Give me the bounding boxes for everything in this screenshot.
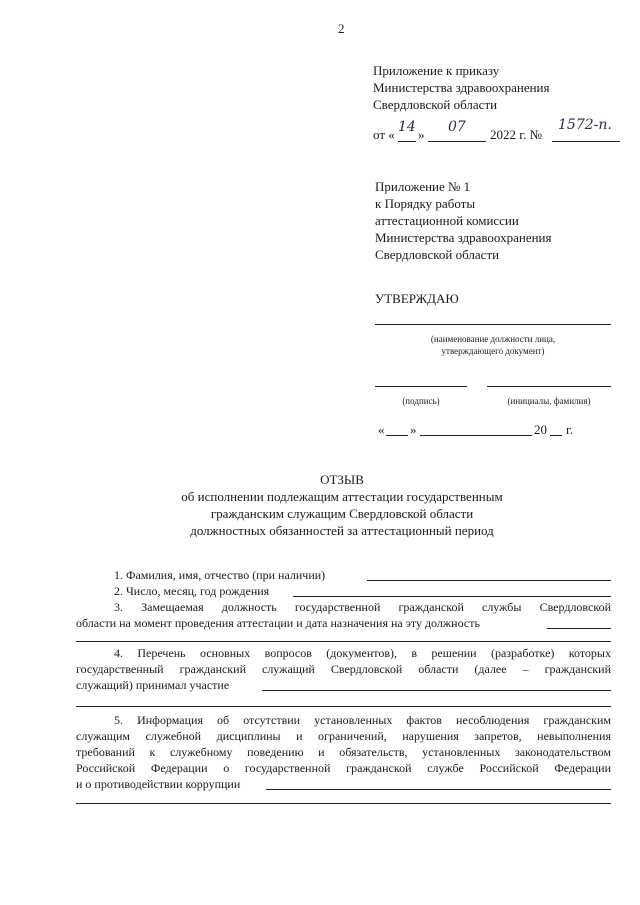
order-day-close: » <box>418 127 425 142</box>
appendix-1-line: Свердловской области <box>375 247 500 262</box>
item-4-line: государственный гражданский служащий Свердловской области (далее – гражданский <box>76 662 611 676</box>
appendix-1-line: Министерства здравоохранения <box>375 230 552 245</box>
heading-line: об исполнении подлежащим аттестации государственным <box>181 489 503 504</box>
order-year-number-label: 2022 г. № <box>490 127 543 142</box>
heading-title: ОТЗЫВ <box>320 472 364 487</box>
item-4-extra-line[interactable] <box>76 706 611 707</box>
item-4-line: 4. Перечень основных вопросов (документов), в решении (разработке) которых <box>114 646 611 660</box>
item-5-line: 5. Информация об отсутствии установленных фактов несоблюдения гражданским <box>114 713 611 727</box>
approve-date-close: » <box>410 422 417 437</box>
page-number: 2 <box>338 21 345 36</box>
appendix-1-line: к Порядку работы <box>375 196 476 211</box>
item-3-extra-line[interactable] <box>76 641 611 642</box>
item-5-extra-line[interactable] <box>76 803 611 804</box>
approve-date-suffix: г. <box>566 422 574 437</box>
name-line <box>487 386 611 387</box>
item-5-line: требований к служебному поведению и обязательств, установленных законодательством <box>76 745 611 759</box>
item-3-line: области на момент проведения аттестации и дата назначения на эту должность <box>76 616 480 630</box>
order-month-underline <box>428 141 486 142</box>
appendix-order-line: Министерства здравоохранения <box>373 80 550 95</box>
order-day-underline <box>398 141 416 142</box>
appendix-1-line: Приложение № 1 <box>375 179 471 194</box>
item-2-label: 2. Число, месяц, год рождения <box>114 584 270 598</box>
heading-line: гражданским служащим Свердловской области <box>210 506 474 521</box>
item-3-line: 3. Замещаемая должность государственной гражданской службы Свердловской <box>114 600 611 614</box>
heading-line: должностных обязанностей за аттестационный период <box>190 523 494 538</box>
signature-line <box>375 386 467 387</box>
appendix-1-line: аттестационной комиссии <box>375 213 519 228</box>
item-4-line: служащий) принимал участие <box>76 678 230 692</box>
approve-date-open: « <box>378 422 385 437</box>
appendix-order-line: Свердловской области <box>373 97 498 112</box>
appendix-order-line: Приложение к приказу <box>373 63 500 78</box>
approver-position-caption: (наименование должности лица, <box>430 334 556 344</box>
item-2-fill-line[interactable] <box>293 596 611 597</box>
approver-position-line <box>375 324 611 325</box>
order-number-handwritten: 1572-п. <box>558 117 612 133</box>
item-5-fill-line[interactable] <box>266 789 611 790</box>
item-1-fill-line[interactable] <box>367 580 611 581</box>
order-month-handwritten: 07 <box>448 119 466 135</box>
order-number-underline <box>552 141 620 142</box>
item-4-fill-line[interactable] <box>262 690 611 691</box>
item-5-line: и о противодействии коррупции <box>76 777 241 791</box>
approve-year-line <box>550 435 562 436</box>
approver-position-caption: утверждающего документ) <box>441 346 545 356</box>
item-5-line: служащим служебной дисциплины и ограничений, нарушения запретов, невыполнения <box>76 729 611 743</box>
approve-date-year: 20 <box>534 422 547 437</box>
item-5-line: Российской Федерации о государственной гражданской службе Российской Федерации <box>76 761 611 775</box>
item-3-fill-line[interactable] <box>547 628 611 629</box>
name-caption: (инициалы, фамилия) <box>507 396 591 406</box>
item-1-label: 1. Фамилия, имя, отчество (при наличии) <box>114 568 326 582</box>
signature-caption: (подпись) <box>402 396 440 406</box>
order-day-handwritten: 14 <box>398 119 416 135</box>
approve-day-line <box>386 435 408 436</box>
order-date-prefix: от « <box>373 127 395 142</box>
approve-title: УТВЕРЖДАЮ <box>375 291 459 306</box>
approve-month-line <box>420 435 532 436</box>
